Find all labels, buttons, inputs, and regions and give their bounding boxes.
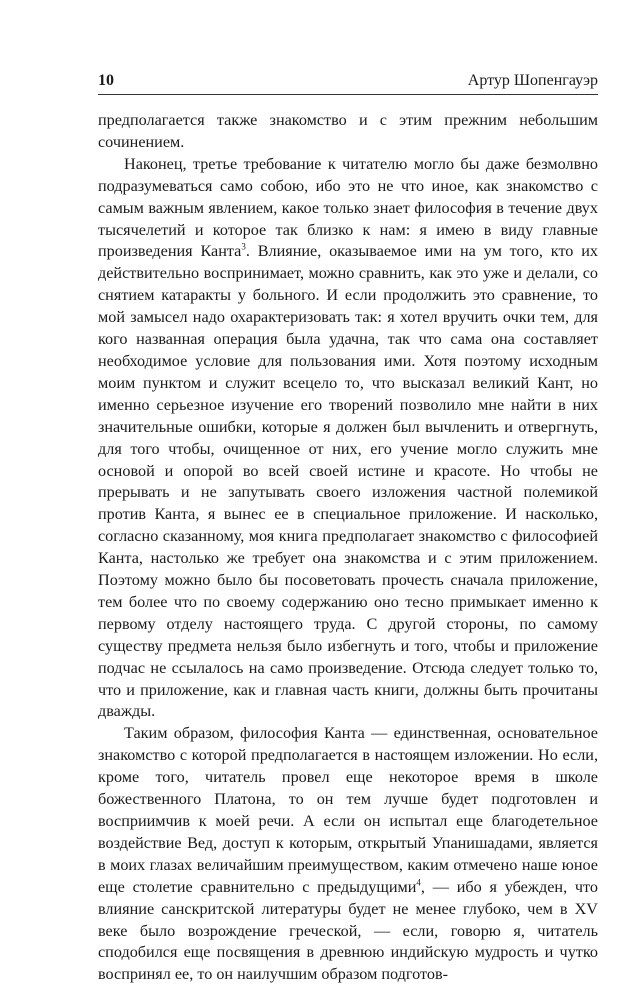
paragraph <box>98 154 598 724</box>
paragraph-text: . Влияние, оказываемое ими на ум того, кто их действительно воспринимает, можно сравнить, как это уже и делали, со снятием катаракты у больного. И если продолжить это сравнение, то мой замысел надо охарактеризовать так: я хотел вручить очки тем, для кого названная операция была удачна, так что сама она составляет необходимое условие для пользования ими. Хотя поэтому исходным моим пунктом и служит всецело то, что высказал великий Кант, но именно серьезное изучение его творений позволило мне найти в них значительные ошибки, которые я должен был вычленить и отвергнуть, для того чтобы, очищенное от них, его учение могло служить мне основой и опорой во всей своей истине и красоте. Но чтобы не прерывать и не запутывать своего изложения частной полемикой против Канта, я вынес ее в специальное приложение. И насколько, согласно сказанному, моя книга предполагает знакомство с философией Канта, настолько же требует она знакомства и с этим приложением. Поэтому можно было бы посоветовать прочесть сначала приложение, тем более что по своему содержанию оно тесно примыкает именно к первому отделу настоящего труда. С другой стороны, по самому существу предмета нельзя было избегнуть и того, чтобы и приложение подчас не ссылалось на само произведение. Отсюда следует только то, что и приложение, как и главная часть книги, должны быть прочитаны дважды. <box>98 242 598 721</box>
footnote-marker[interactable]: 3 <box>241 242 246 253</box>
paragraph <box>98 723 598 986</box>
page-header <box>98 68 598 95</box>
paragraph-text: Таким образом, философия Канта — единственная, основательное знакомство с которой предполагается в настоящем изложении. Но если, кроме того, читатель провел еще некоторое время в школе божественного Платона, то он тем лучше будет подготовлен и восприимчив к моей речи. А если он испытал еще благодетельное воздействие Вед, доступ к которым, открытый Упанишадами, является в моих глазах величайшим преимуществом, каким отмечено наше юное еще столетие сравнительно с предыдущими <box>98 724 598 896</box>
book-page <box>98 68 598 986</box>
paragraph-text: предполагается также знакомство и с этим прежним небольшим сочинением. <box>98 111 598 151</box>
paragraph <box>98 110 598 154</box>
paragraph-text: Наконец, третье требование к читателю могло бы даже безмолвно подразумеваться само собою, ибо это не что иное, как знакомство с самым важным явлением, какое только знает философия в течение двух тысячелетий и которое так близко к нам: я имею в виду главные произведения Канта <box>98 154 598 261</box>
paragraph-text: , — ибо я убежден, что влияние санскритской литературы будет не менее глубоко, чем в XV веке было возрождение греческой, — если, говорю я, читатель сподобился еще посвящения в древнюю индийскую мудрость и чутко воспринял ее, то он наилучшим образом подготов- <box>98 877 598 984</box>
page-number: 10 <box>98 72 114 89</box>
running-head-author: Артур Шопенгауэр <box>467 72 598 89</box>
body-text <box>98 110 598 986</box>
footnote-marker[interactable]: 4 <box>416 877 421 888</box>
